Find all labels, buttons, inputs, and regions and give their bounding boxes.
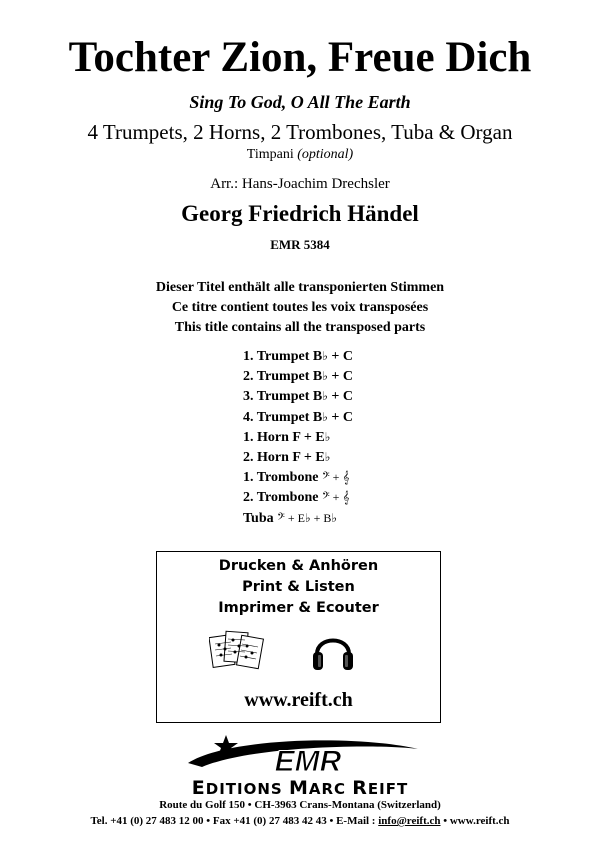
email-link[interactable]: info@reift.ch <box>378 815 441 827</box>
notice-line-en: This title contains all the transposed parts <box>174 320 426 335</box>
part-item: 1. Trumpet B♭ + C <box>243 349 353 364</box>
contact-phone-fax: Tel. +41 (0) 27 483 12 00 • Fax +41 (0) 27 483 42 43 • E-Mail : <box>90 815 379 827</box>
catalog-code: EMR 5384 <box>270 237 330 252</box>
transposed-parts-notice <box>0 278 600 338</box>
contact-website[interactable]: • www.reift.ch <box>440 815 510 827</box>
website-link[interactable]: www.reift.ch <box>244 689 353 711</box>
promo-line-de: Drucken & Anhören <box>218 558 379 574</box>
promo-line-en: Print & Listen <box>242 579 355 595</box>
logo-text: EMR <box>274 745 342 778</box>
instrumentation: 4 Trumpets, 2 Horns, 2 Trombones, Tuba & Organ <box>87 120 513 144</box>
promo-box <box>156 551 441 723</box>
part-item: 1. Trombone 𝄢 + 𝄞 <box>243 470 350 486</box>
part-item: 2. Horn F + E♭ <box>243 449 331 465</box>
promo-line-fr: Imprimer & Ecouter <box>218 600 379 616</box>
sheet-music-icon <box>209 628 265 674</box>
timpani-label: Timpani <box>246 147 294 162</box>
part-item: 4. Trumpet B♭ + C <box>243 409 353 425</box>
arranger: Arr.: Hans-Joachim Drechsler <box>210 176 390 192</box>
page-title: Tochter Zion, Freue Dich <box>68 34 532 81</box>
headphones-icon <box>309 626 357 674</box>
part-item: 3. Trumpet B♭ + C <box>243 389 353 405</box>
parts-list <box>243 346 353 528</box>
part-item: 1. Horn F + E♭ <box>243 429 331 445</box>
timpani-line <box>0 146 600 164</box>
part-item: Tuba 𝄢 + E♭ + B♭ <box>243 510 338 526</box>
publisher-address: Route du Golf 150 • CH-3963 Crans-Montana (Switzerland) <box>159 799 441 811</box>
composer: Georg Friedrich Händel <box>181 201 419 226</box>
notice-line-de: Dieser Titel enthält alle transponierten Stimmen <box>155 280 445 295</box>
emr-logo <box>168 733 432 779</box>
publisher-contact <box>0 814 600 828</box>
notice-line-fr: Ce titre contient toutes les voix transposées <box>171 300 429 315</box>
part-item: 2. Trombone 𝄢 + 𝄞 <box>243 490 350 506</box>
part-item: 2. Trumpet B♭ + C <box>243 369 353 385</box>
subtitle: Sing To God, O All The Earth <box>189 92 411 112</box>
timpani-note: (optional) <box>297 147 354 162</box>
publisher-name: EDITIONS MARC REIFT <box>191 777 409 799</box>
